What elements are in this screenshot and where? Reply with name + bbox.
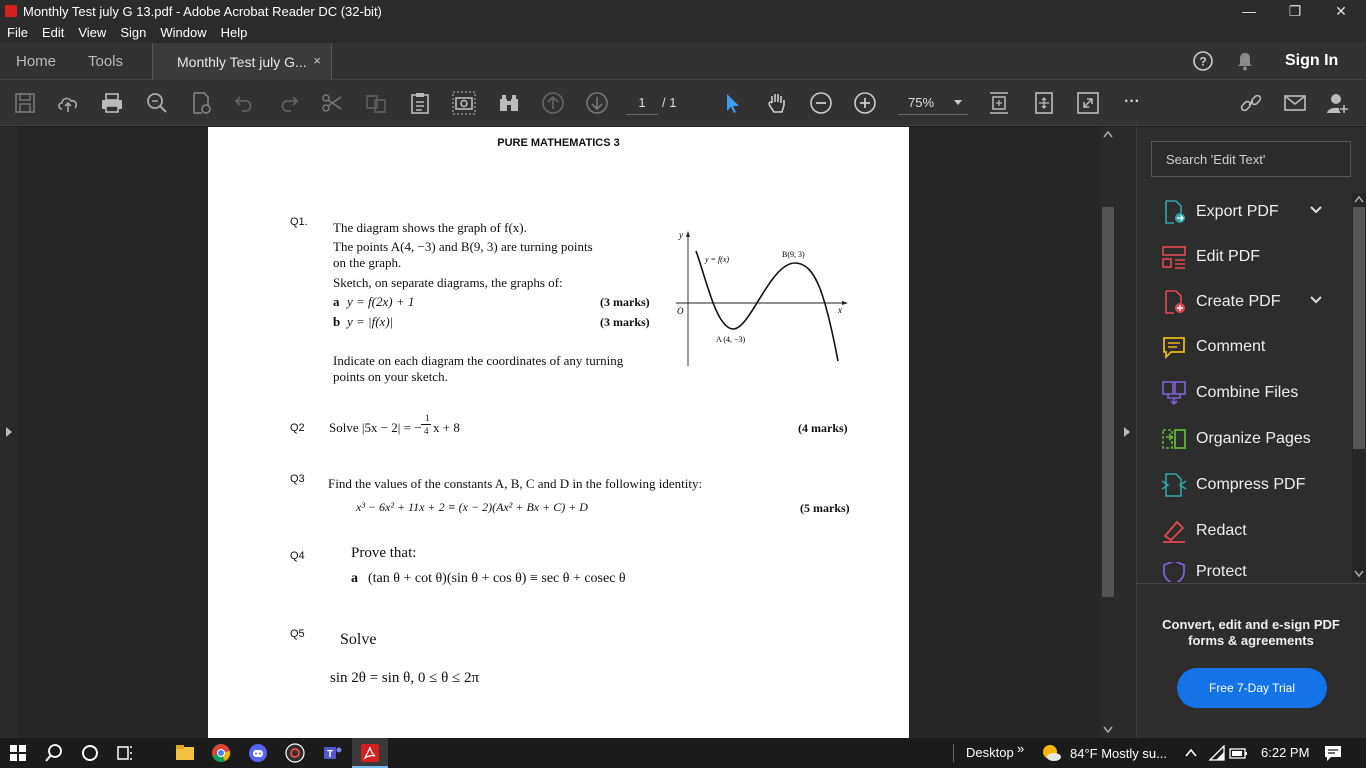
q1-part-a: y = f(2x) + 1 — [347, 294, 415, 309]
q2-fraction-numerator: 1 — [425, 413, 430, 423]
tab-close-icon[interactable]: × — [313, 53, 321, 68]
export-pdf-icon — [1161, 199, 1187, 225]
fit-page-icon[interactable] — [987, 91, 1011, 115]
add-user-icon[interactable] — [1326, 91, 1350, 115]
rotate-view-icon[interactable] — [1032, 91, 1056, 115]
menu-file[interactable]: File — [7, 25, 28, 40]
q2-text: Solve |5x − 2| = − — [329, 420, 422, 435]
find-binoculars-icon[interactable] — [497, 91, 521, 115]
toolbar — [0, 80, 1366, 126]
undo-icon[interactable] — [232, 91, 256, 115]
expand-left-panel-icon[interactable] — [4, 425, 14, 439]
tools-scroll-up-icon[interactable] — [1354, 195, 1364, 203]
more-tools-icon[interactable]: ··· — [1124, 93, 1140, 110]
file-explorer-icon[interactable] — [173, 741, 197, 765]
q2-fraction-denominator: 4 — [424, 426, 429, 436]
tool-combine-files-label: Combine Files — [1196, 384, 1299, 401]
zoom-value: 75% — [908, 95, 935, 110]
q5-number: Q5 — [290, 628, 305, 640]
protect-shield-icon — [1161, 562, 1187, 582]
zoom-select[interactable] — [898, 91, 968, 115]
tools-scroll-down-icon[interactable] — [1354, 570, 1364, 578]
q1-line4: Sketch, on separate diagrams, the graphs of: — [333, 275, 563, 290]
q3-number: Q3 — [290, 473, 305, 485]
menu-bar — [0, 22, 1366, 43]
close-button[interactable]: ✕ — [1335, 2, 1347, 19]
tool-edit-pdf[interactable] — [1161, 242, 1260, 272]
compress-pdf-icon — [1161, 472, 1187, 498]
tab-tools[interactable]: Tools — [88, 53, 124, 70]
collapse-right-pane-icon[interactable] — [1122, 425, 1132, 439]
q1-line1: The diagram shows the graph of f(x). — [333, 220, 527, 235]
menu-help[interactable]: Help — [220, 25, 248, 40]
save-icon[interactable] — [13, 91, 37, 115]
menu-window[interactable]: Window — [160, 25, 207, 40]
comment-icon — [1161, 334, 1187, 360]
select-cursor-icon[interactable] — [721, 91, 745, 115]
task-view-icon[interactable] — [113, 741, 137, 765]
organize-pages-icon — [1161, 426, 1187, 452]
tool-organize-pages[interactable] — [1161, 424, 1311, 454]
tool-protect[interactable] — [1161, 562, 1247, 582]
tools-search-input[interactable]: Search 'Edit Text' — [1151, 141, 1351, 177]
tool-comment-label: Comment — [1196, 338, 1266, 355]
q1-number: Q1. — [290, 216, 308, 228]
q1-line6: points on your sketch. — [333, 369, 448, 384]
document-scrollbar[interactable] — [1100, 127, 1116, 738]
svg-text:?: ? — [1199, 54, 1207, 69]
q1-graph-origin: O — [677, 306, 684, 316]
tool-edit-pdf-label: Edit PDF — [1196, 248, 1261, 265]
tool-comment[interactable] — [1161, 332, 1265, 362]
scrollbar-thumb[interactable] — [1102, 207, 1114, 597]
q4-number: Q4 — [290, 550, 305, 562]
fill-sign-icon[interactable] — [189, 91, 213, 115]
email-icon[interactable] — [1283, 91, 1307, 115]
menu-edit[interactable]: Edit — [41, 25, 65, 40]
tool-redact[interactable] — [1161, 516, 1247, 546]
menu-view[interactable]: View — [78, 25, 107, 40]
redo-icon[interactable] — [277, 91, 301, 115]
q2-text-end: x + 8 — [433, 420, 460, 435]
tool-organize-pages-label: Organize Pages — [1196, 430, 1311, 447]
cloud-upload-icon[interactable] — [56, 91, 80, 115]
window-title: Monthly Test july G 13.pdf - Adobe Acrobat Reader DC (32-bit) — [23, 3, 382, 19]
edit-pdf-icon — [1161, 244, 1187, 270]
q1-graph-y-label: y — [679, 230, 683, 240]
q3-text: Find the values of the constants A, B, C and D in the following identity: — [328, 476, 703, 491]
free-trial-button[interactable]: Free 7-Day Trial — [1177, 668, 1327, 708]
cortana-icon[interactable] — [78, 741, 102, 765]
page-count: / 1 — [662, 95, 677, 110]
notification-bell-icon[interactable] — [1235, 51, 1255, 71]
tab-document-label: Monthly Test july G... — [177, 54, 307, 70]
tool-create-pdf[interactable] — [1161, 287, 1280, 317]
help-icon[interactable] — [1192, 50, 1214, 72]
next-page-icon[interactable] — [585, 91, 609, 115]
sign-in-button[interactable]: Sign In — [1285, 52, 1339, 69]
notification-center-icon[interactable] — [1323, 744, 1343, 762]
menu-sign[interactable]: Sign — [120, 25, 147, 40]
acrobat-taskbar-active[interactable] — [352, 738, 388, 768]
svg-text:T: T — [326, 749, 334, 760]
q1-part-b: y = |f(x)| — [347, 314, 394, 329]
page-header: PURE MATHEMATICS 3 — [497, 137, 620, 149]
q1-line3: on the graph. — [333, 255, 402, 270]
left-panel-collapsed — [0, 127, 18, 738]
tools-pane — [1136, 127, 1366, 738]
hand-tool-icon[interactable] — [765, 91, 789, 115]
windows-start-icon[interactable] — [6, 741, 30, 765]
tool-protect-label: Protect — [1196, 563, 1247, 580]
q1-line2: The points A(4, −3) and B(9, 3) are turning points — [333, 239, 593, 254]
q1-part-b-label: b — [333, 314, 341, 329]
full-screen-icon[interactable] — [1076, 91, 1100, 115]
weather-sun-icon[interactable] — [1040, 743, 1062, 763]
create-pdf-icon — [1161, 289, 1187, 315]
tab-document[interactable] — [152, 43, 332, 80]
scroll-down-arrow-icon[interactable] — [1103, 726, 1113, 734]
chevron-down-icon[interactable] — [1309, 295, 1323, 305]
tools-divider — [1137, 583, 1366, 584]
acrobat-app-icon — [5, 5, 17, 17]
q1-graph — [670, 223, 850, 373]
clipboard-icon[interactable] — [408, 91, 432, 115]
tool-export-pdf-label: Export PDF — [1196, 203, 1279, 220]
tool-combine-files[interactable] — [1161, 378, 1298, 408]
windows-taskbar — [0, 738, 1366, 768]
obs-studio-icon[interactable] — [283, 741, 307, 765]
q1-part-a-marks: (3 marks) — [600, 295, 650, 309]
wifi-icon[interactable] — [1208, 745, 1226, 761]
snapshot-camera-icon[interactable] — [452, 91, 476, 115]
chevron-down-icon[interactable] — [1309, 205, 1323, 215]
previous-page-icon[interactable] — [541, 91, 565, 115]
q5-text: Solve — [340, 631, 377, 648]
tool-compress-pdf-label: Compress PDF — [1196, 476, 1306, 493]
chrome-icon[interactable] — [209, 741, 233, 765]
q5-equation: sin 2θ = sin θ, 0 ≤ θ ≤ 2π — [330, 670, 480, 686]
q1-part-b-marks: (3 marks) — [600, 315, 650, 329]
q3-marks: (5 marks) — [800, 501, 850, 515]
taskbar-separator — [953, 744, 954, 762]
promo-text: Convert, edit and e-sign PDF forms & agreements — [1162, 617, 1340, 648]
tab-home[interactable]: Home — [16, 53, 57, 70]
zoom-in-icon[interactable] — [853, 91, 877, 115]
copy-icon[interactable] — [364, 91, 388, 115]
pdf-page — [208, 127, 909, 738]
desktop-toolbar-label[interactable]: Desktop — [966, 745, 1014, 760]
tab-bar — [0, 43, 1366, 80]
q2-fraction-bar — [421, 424, 431, 425]
zoom-search-icon[interactable] — [145, 91, 169, 115]
q4-text: Prove that: — [351, 545, 417, 561]
q1-graph-point-a: A (4, −3) — [716, 335, 746, 344]
acrobat-reader-icon — [358, 741, 382, 765]
zoom-out-icon[interactable] — [809, 91, 833, 115]
q3-identity: x³ − 6x² + 11x + 2 ≡ (x − 2)(Ax² + Bx + C) + D — [356, 500, 588, 514]
title-bar — [0, 0, 1366, 22]
minimize-button[interactable]: — — [1242, 3, 1256, 19]
q1-graph-curve-label: y = f(x) — [705, 255, 730, 264]
scroll-up-arrow-icon[interactable] — [1103, 130, 1113, 138]
page-number-input[interactable]: 1 — [626, 91, 658, 115]
tools-scrollbar[interactable] — [1352, 193, 1366, 581]
q1-graph-point-b: B(9, 3) — [782, 250, 805, 259]
tool-export-pdf[interactable] — [1161, 197, 1279, 227]
restore-button[interactable]: ❐ — [1288, 2, 1302, 19]
share-link-icon[interactable] — [1239, 91, 1263, 115]
discord-icon[interactable] — [246, 741, 270, 765]
desktop-toolbar-chevron[interactable]: » — [1017, 741, 1025, 756]
teams-icon[interactable] — [320, 741, 344, 765]
document-viewport[interactable] — [18, 127, 1100, 738]
print-icon[interactable] — [100, 91, 124, 115]
q1-line5: Indicate on each diagram the coordinates of any turning — [333, 353, 624, 368]
q4-part-a: (tan θ + cot θ)(sin θ + cos θ) ≡ sec θ + cosec θ — [368, 571, 626, 586]
combine-files-icon — [1161, 380, 1187, 406]
q1-graph-x-label: x — [838, 305, 842, 315]
q2-marks: (4 marks) — [798, 421, 848, 435]
chevron-down-icon — [954, 100, 962, 105]
cut-icon[interactable] — [320, 91, 344, 115]
tool-create-pdf-label: Create PDF — [1196, 293, 1281, 310]
weather-text[interactable]: 84°F Mostly su... — [1070, 746, 1167, 761]
search-icon[interactable] — [42, 741, 66, 765]
redact-marker-icon — [1161, 518, 1187, 544]
battery-icon[interactable] — [1229, 745, 1249, 761]
q4-part-a-label: a — [351, 571, 358, 586]
q1-part-a-label: a — [333, 294, 340, 309]
q2-number: Q2 — [290, 422, 305, 434]
tool-compress-pdf[interactable] — [1161, 470, 1305, 500]
right-pane-toggle-strip — [1116, 127, 1136, 738]
tool-redact-label: Redact — [1196, 522, 1247, 539]
tray-chevron-up-icon[interactable] — [1184, 746, 1198, 760]
tools-scrollbar-thumb[interactable] — [1353, 207, 1365, 449]
clock-time[interactable]: 6:22 PM — [1261, 745, 1310, 760]
